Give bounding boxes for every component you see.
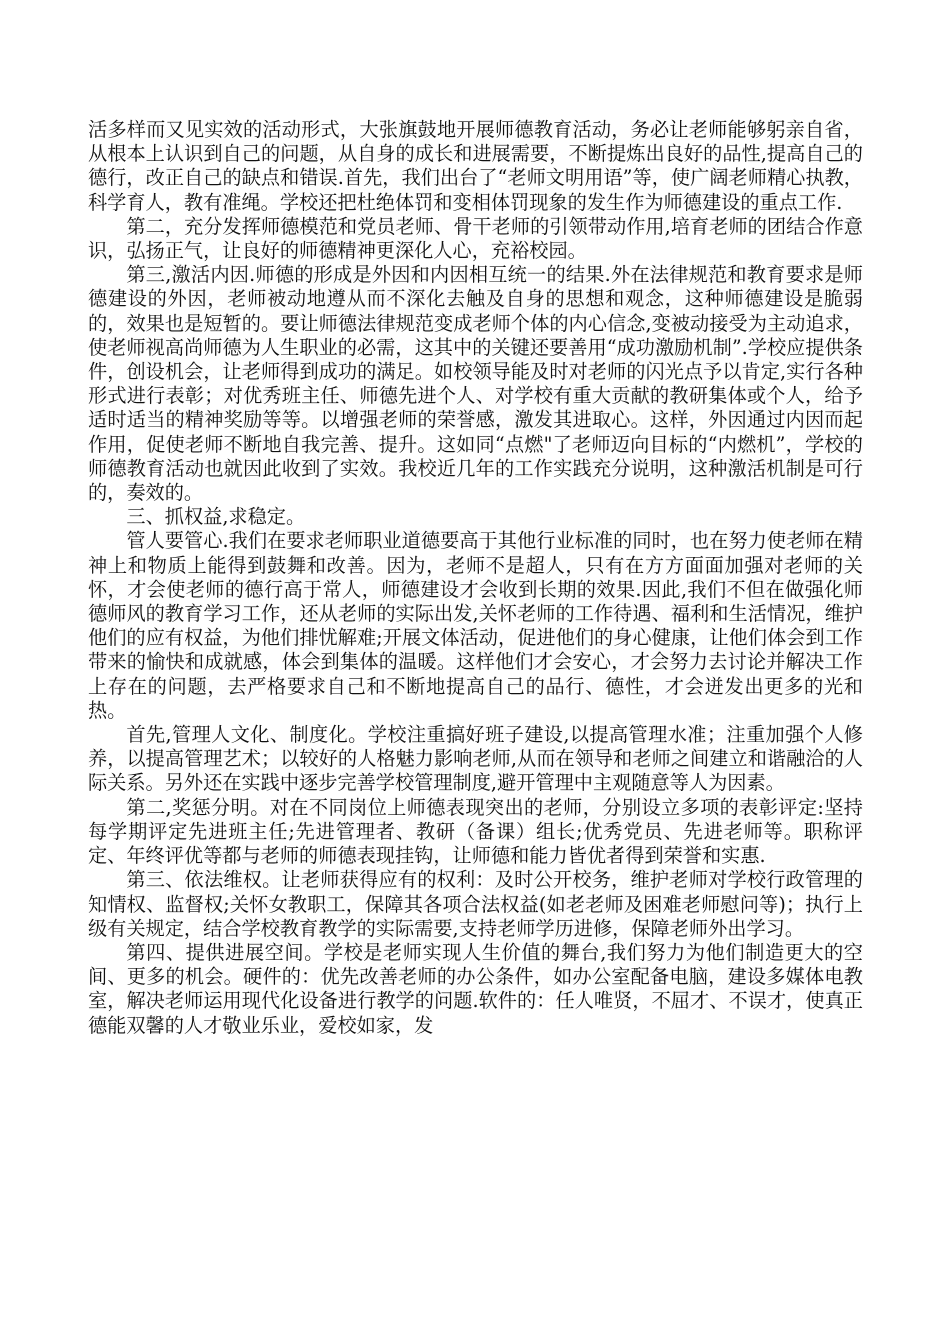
paragraph-third-rights-protection: 第三、依法维权。让老师获得应有的权利：及时公开校务，维护老师对学校行政管理的知情权、监督权;关怀女教职工，保障其各项合法权益(如老老师及困难老师慰问等)；执行上级有关规定，结合学校教育教学的实际需要,支持老师学历进修，保障老师外出学习。 — [88, 868, 863, 940]
paragraph-second-role-models: 第二，充分发挥师德模范和党员老师、骨干老师的引领带动作用,培育老师的团结合作意识，弘扬正气，让良好的师德精神更深化人心，充裕校园。 — [88, 214, 863, 263]
paragraph-fourth-development-space: 第四、提供进展空间。学校是老师实现人生价值的舞台,我们努力为他们制造更大的空间、更多的机会。硬件的：优先改善老师的办公条件，如办公室配备电脑，建设多媒体电教室，解决老师运用现代化设备进行教学的问题.软件的：任人唯贤，不屈才、不误才，使真正德能双馨的人才敬业乐业，爱校如家，发 — [88, 940, 863, 1037]
paragraph-manage-hearts: 管人要管心.我们在要求老师职业道德要高于其他行业标准的同时，也在努力使老师在精神上和物质上能得到鼓舞和改善。因为，老师不是超人，只有在方方面面加强对老师的关怀，才会使老师的德行高于常人，师德建设才会收到长期的效果.因此,我们不但在做强化师德师风的教育学习工作，还从老师的实际出发,关怀老师的工作待遇、福利和生活情况，维护他们的应有权益，为他们排忧解难;开展文体活动，促进他们的身心健康，让他们体会到工作带来的愉快和成就感，体会到集体的温暖。这样他们才会安心，才会努力去讨论并解决工作上存在的问题，去严格要求自己和不断地提高自己的品行、德性，才会迸发出更多的光和热。 — [88, 529, 863, 722]
document-body — [88, 118, 863, 1038]
paragraph-continued: 活多样而又见实效的活动形式，大张旗鼓地开展师德教育活动，务必让老师能够躬亲自省，从根本上认识到自己的问题，从自身的成长和进展需要，不断提炼出良好的品性,提高自己的德行，改正自己的缺点和错误.首先，我们出台了“老师文明用语”等，使广阔老师精心执教，科学育人，教有准绳。学校还把杜绝体罚和变相体罚现象的发生作为师德建设的重点工作. — [88, 118, 863, 214]
paragraph-second-rewards: 第二,奖惩分明。对在不同岗位上师德表现突出的老师，分别设立多项的表彰评定:坚持每学期评定先进班主任;先进管理者、教研（备课）组长;优秀党员、先进老师等。职称评定、年终评优等都与老师的师德表现挂钩，让师德和能力皆优者得到荣誉和实惠. — [88, 795, 863, 868]
paragraph-third-internal-motivation: 第三,激活内因.师德的形成是外因和内因相互统一的结果.外在法律规范和教育要求是师德建设的外因，老师被动地遵从而不深化去触及自身的思想和观念，这种师德建设是脆弱的，效果也是短暂的。要让师德法律规范变成老师个体的内心信念,变被动接受为主动追求，使老师视高尚师德为人生职业的必需，这其中的关键还要善用“成功激励机制”.学校应提供条件，创设机会，让老师得到成功的满足。如校领导能及时对老师的闪光点予以肯定,实行各种形式进行表彰；对优秀班主任、师德先进个人、对学校有重大贡献的教研集体或个人，给予适时适当的精神奖励等等。以增强老师的荣誉感，激发其进取心。这样，外因通过内因而起作用，促使老师不断地自我完善、提升。这如同“点燃"了老师迈向目标的“内燃机”，学校的师德教育活动也就因此收到了实效。我校近几年的工作实践充分说明，这种激活机制是可行的，奏效的。 — [88, 263, 863, 505]
paragraph-first-management: 首先,管理人文化、制度化。学校注重搞好班子建设,以提高管理水准；注重加强个人修养，以提高管理艺术；以较好的人格魅力影响老师,从而在领导和老师之间建立和谐融洽的人际关系。另外还在实践中逐步完善学校管理制度,避开管理中主观随意等人为因素。 — [88, 723, 863, 795]
section-heading-rights: 三、抓权益,求稳定。 — [126, 505, 306, 529]
